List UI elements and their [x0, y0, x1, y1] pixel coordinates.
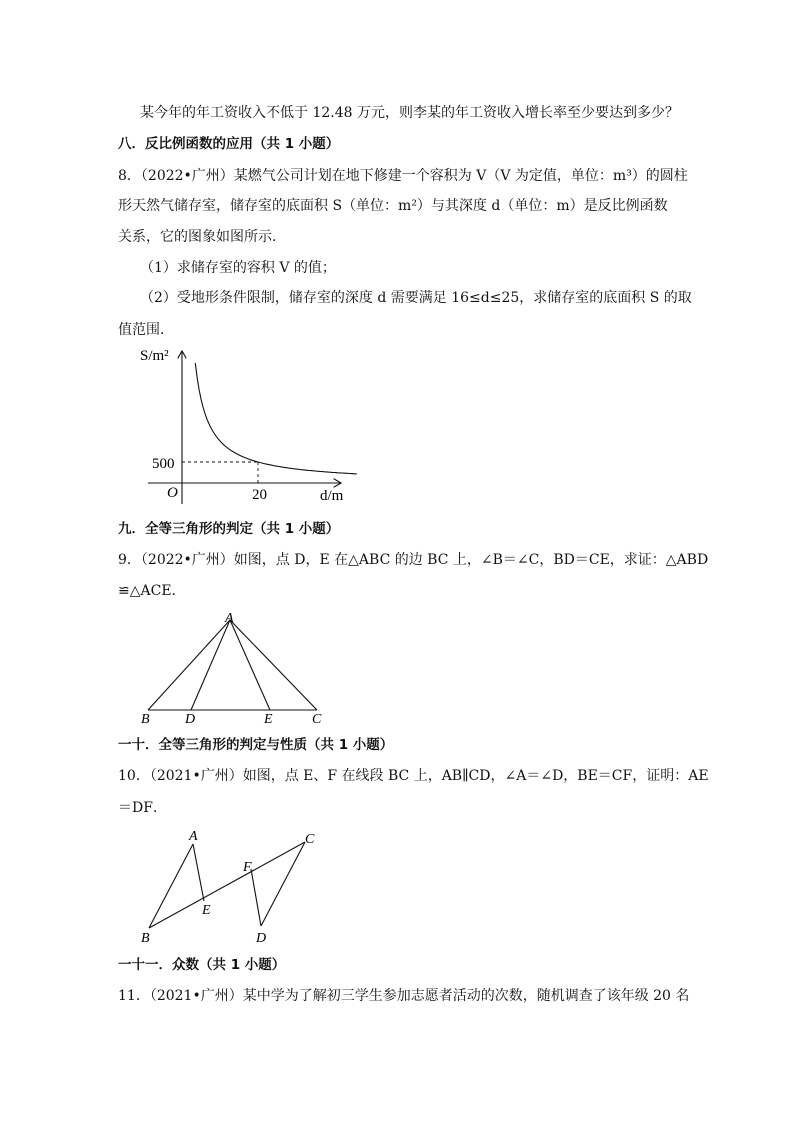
point-label-e: E [202, 903, 211, 918]
point-label-c: C [305, 832, 315, 847]
text-line-income: 某今年的年工资收入不低于 12.48 万元，则李某的年工资收入增长率至少要达到多少？ [140, 105, 679, 121]
question-8-line-2: 形天然气储存室，储存室的底面积 S（单位：m²）与其深度 d（单位：m）是反比例函数 [118, 198, 668, 214]
point-label-d: D [256, 931, 267, 946]
question-8-part-2-cont: 值范围． [118, 322, 174, 338]
question-8-line-1: 8．（2022•广州）某燃气公司计划在地下修建一个容积为 V（V 为定值，单位：m³）的圆柱 [118, 168, 688, 184]
point-label-c: C [312, 712, 322, 727]
y-axis-label: S/m² [140, 348, 169, 364]
x-axis-label: d/m [320, 488, 344, 504]
inverse-proportion-graph [140, 340, 360, 510]
x-tick-label: 20 [252, 487, 267, 503]
point-label-a: A [225, 611, 234, 626]
geometry-figure-10 [135, 825, 325, 947]
question-8-line-3: 关系，它的图象如图所示． [118, 229, 286, 245]
question-8-part-1: （1）求储存室的容积 V 的值； [140, 260, 336, 276]
point-label-b: B [141, 712, 150, 727]
question-9-line-1: 9．（2022•广州）如图，点 D，E 在△ABC 的边 BC 上，∠B＝∠C，BD＝CE，求证：△ABD [118, 552, 709, 568]
point-label-f: F [243, 860, 252, 875]
hyperbola-curve [195, 363, 356, 474]
question-10-line-2: ＝DF． [118, 800, 167, 816]
point-label-b: B [141, 931, 150, 946]
y-tick-label: 500 [152, 456, 175, 472]
origin-label: O [167, 485, 178, 501]
question-10-line-1: 10．（2021•广州）如图，点 E、F 在线段 BC 上，AB∥CD，∠A＝∠D，BE＝CF，证明：AE [118, 768, 709, 784]
section-heading-11: 一十一．众数（共 1 小题） [118, 957, 286, 973]
question-8-part-2: （2）受地形条件限制，储存室的深度 d 需要满足 16≤d≤25，求储存室的底面积 S 的取 [140, 290, 692, 306]
question-9-line-2: ≌△ACE． [118, 583, 186, 599]
section-heading-8: 八．反比例函数的应用（共 1 小题） [118, 136, 340, 152]
section-heading-10: 一十．全等三角形的判定与性质（共 1 小题） [118, 737, 394, 753]
question-11-line-1: 11．（2021•广州）某中学为了解初三学生参加志愿者活动的次数，随机调查了该年级 20 名 [118, 988, 690, 1004]
point-label-d: D [185, 712, 196, 727]
point-label-a: A [189, 829, 198, 844]
section-heading-9: 九．全等三角形的判定（共 1 小题） [118, 521, 340, 537]
point-label-e: E [264, 712, 273, 727]
triangle-figure-9 [130, 608, 340, 728]
